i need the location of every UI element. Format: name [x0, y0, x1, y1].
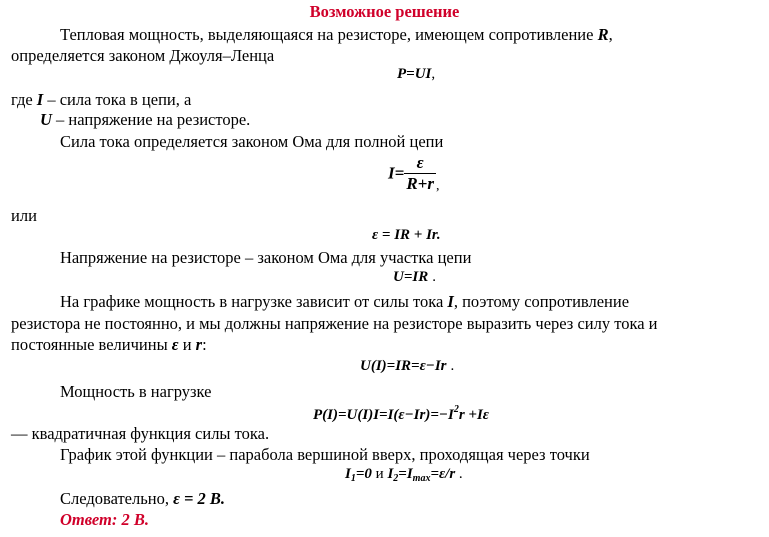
formula-emf: ε = IR + Ir. — [372, 227, 441, 243]
graph-para-text-end: , поэтому сопротивление — [453, 292, 630, 311]
graph-para-and: и — [178, 335, 196, 354]
var-u: U — [40, 110, 52, 129]
formula-ohm-section — [393, 269, 436, 286]
answer-line: Ответ: 2 В. — [60, 510, 149, 529]
formula-power-text: P=UI — [397, 66, 432, 82]
var-i-graph: I — [447, 292, 454, 311]
graph-para-line-3 — [11, 335, 207, 355]
point-i2-value: =ε/r — [430, 466, 456, 482]
where-line-2 — [40, 110, 250, 130]
formula-u-of-i-tail: . — [450, 358, 455, 374]
formula-current-fraction — [404, 153, 436, 194]
where-voltage-def: – напряжение на резисторе. — [51, 110, 251, 129]
graph-para-line-1 — [60, 292, 629, 312]
consequently-text: Следовательно, — [60, 489, 174, 508]
point-i2: I — [387, 466, 394, 482]
formula-current-numerator: ε — [404, 153, 436, 174]
where-current-def: – сила тока в цепи, а — [43, 90, 192, 109]
point-i1-value: =0 — [355, 466, 372, 482]
intro-comma: , — [608, 25, 613, 44]
intro-line-1 — [60, 25, 613, 45]
formula-points — [345, 466, 463, 484]
ohm-full-intro: Сила тока определяется законом Ома для полной цепи — [60, 132, 444, 151]
formula-p-of-i — [313, 404, 489, 424]
formula-current-denominator: R+r — [406, 174, 434, 193]
formula-p-of-i-sup: 2 — [453, 404, 459, 415]
where-line-1 — [11, 90, 191, 110]
intro-text: Тепловая мощность, выделяющаяся на резисторе, имеющем сопротивление — [60, 25, 598, 44]
point-i2-eq: =I — [398, 466, 413, 482]
formula-u-of-i-text: U(I)=IR=ε−Ir — [360, 358, 447, 374]
formula-current-tail: , — [435, 178, 440, 194]
formula-current-lhs: I= — [388, 163, 405, 183]
formula-power — [397, 66, 435, 83]
formula-ohm-section-text: U=IR — [393, 269, 429, 285]
point-i2-max-sub: max — [412, 473, 431, 484]
load-power-intro: Мощность в нагрузке — [60, 382, 212, 401]
var-emf: ε — [171, 335, 179, 354]
formula-power-tail: , — [431, 66, 436, 82]
var-r-internal: r — [195, 335, 203, 354]
formula-current — [388, 153, 439, 194]
graph-para-text: На графике мощность в нагрузке зависит от силы тока — [60, 292, 448, 311]
points-and: и — [371, 466, 388, 482]
consequently-line — [60, 489, 225, 509]
graph-para-colon: : — [202, 335, 207, 354]
formula-u-of-i — [360, 358, 454, 375]
where-prefix: где — [11, 90, 37, 109]
var-i: I — [36, 90, 44, 109]
quadratic-note: — квадратичная функция силы тока. — [11, 424, 270, 443]
or-word: или — [11, 206, 37, 225]
parabola-note: График этой функции – парабола вершиной вверх, проходящая через точки — [60, 445, 590, 464]
graph-para-constants: постоянные величины — [11, 335, 172, 354]
formula-p-of-i-right: r +Iε — [458, 407, 489, 423]
ohm-section-intro: Напряжение на резисторе – законом Ома для участка цепи — [60, 248, 472, 267]
formula-ohm-section-tail: . — [432, 269, 436, 285]
point-i1-sub: 1 — [350, 473, 356, 484]
solution-title: Возможное решение — [309, 2, 460, 21]
point-i1: I — [345, 466, 351, 482]
graph-para-line-2: резистора не постоянно, и мы должны напряжение на резисторе выразить через силу тока и — [11, 314, 658, 333]
formula-p-of-i-left: P(I)=U(I)I=I(ε−Ir)=−I — [313, 407, 454, 423]
var-r: R — [597, 25, 609, 44]
point-i2-sub: 2 — [393, 473, 399, 484]
intro-line-2: определяется законом Джоуля–Ленца — [11, 46, 275, 65]
consequently-value: ε = 2 В. — [173, 489, 226, 508]
points-tail: . — [455, 466, 463, 482]
